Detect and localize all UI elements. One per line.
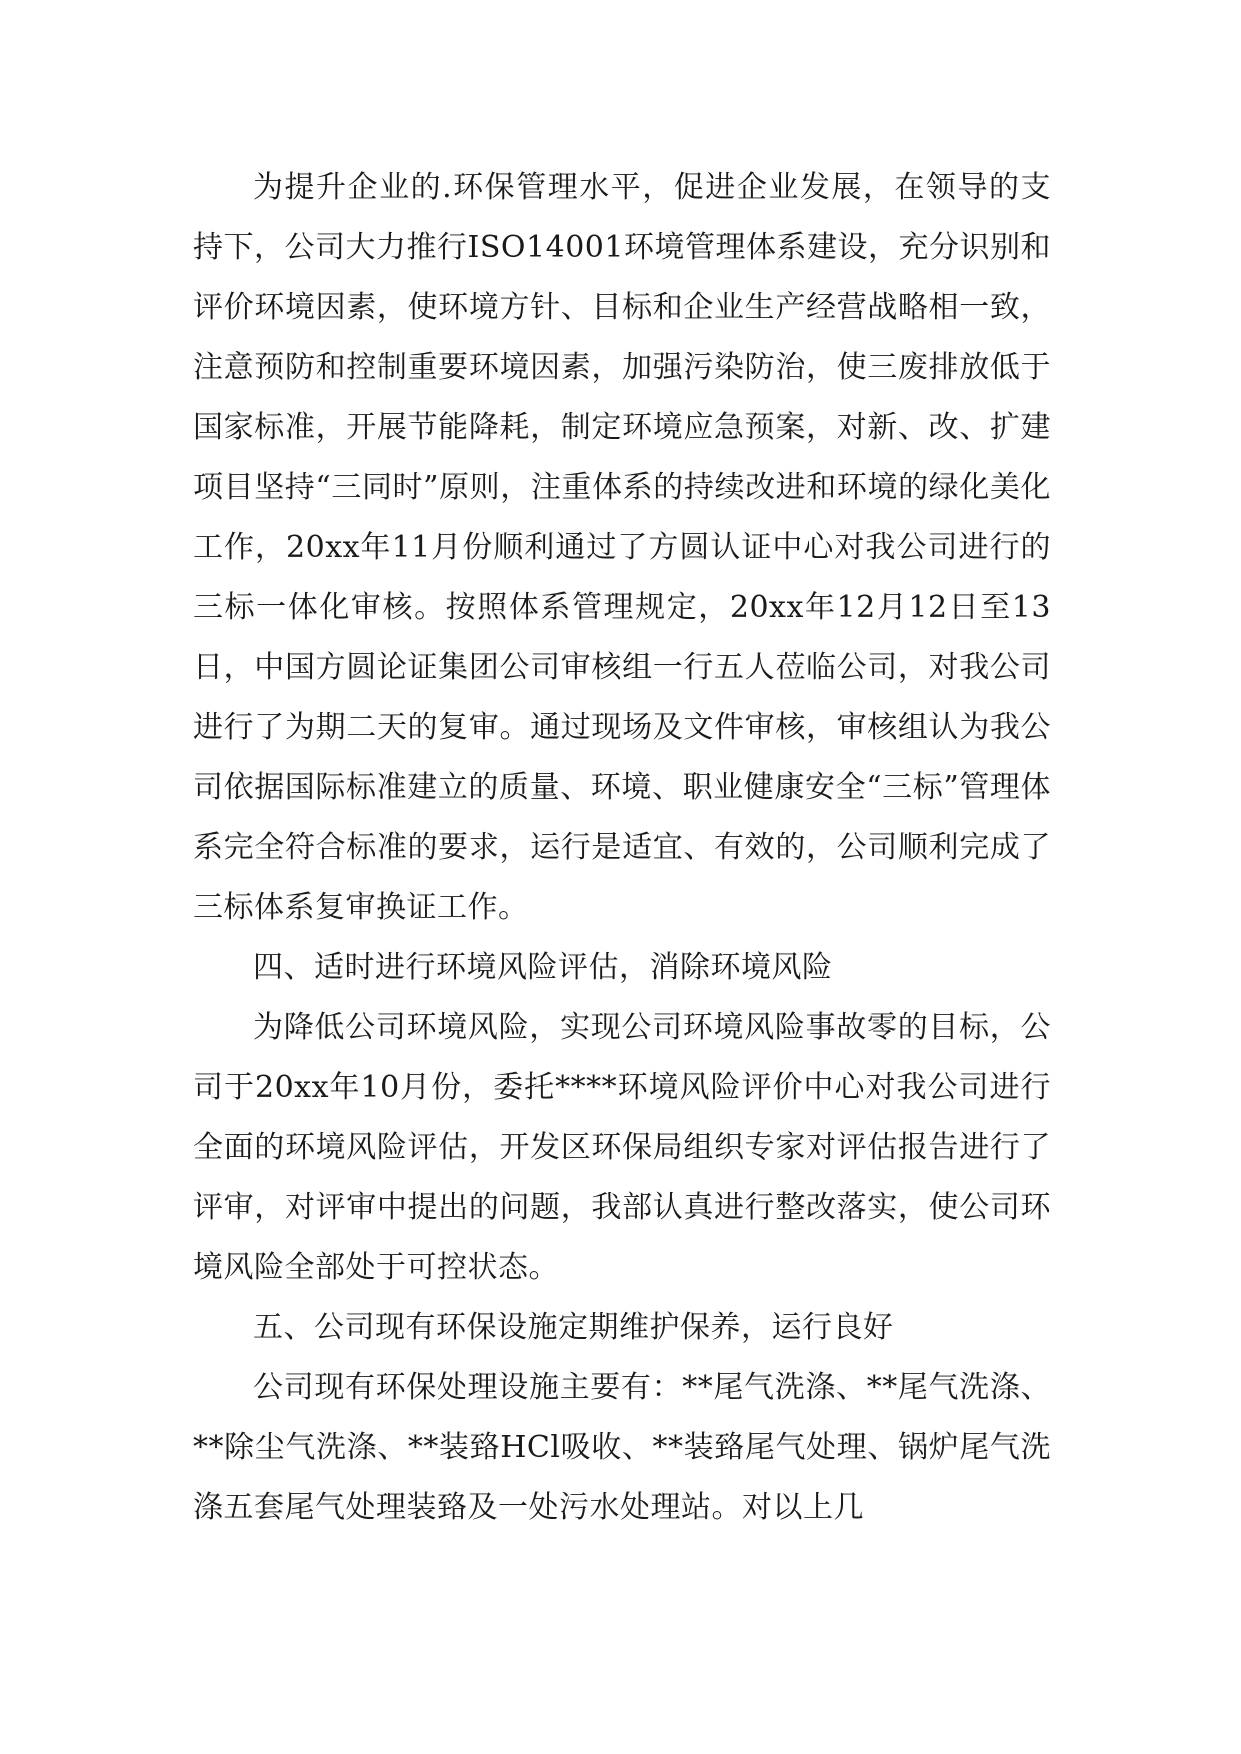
document-body — [193, 158, 1051, 1538]
paragraph-facilities: 公司现有环保处理设施主要有：**尾气洗涤、**尾气洗涤、**除尘气洗涤、**装臵HCl吸收、**装臵尾气处理、锅炉尾气洗涤五套尾气处理装臵及一处污水处理站。对以上几 — [193, 1370, 1051, 1525]
section-heading-facilities: 五、公司现有环保设施定期维护保养，运行良好 — [253, 1310, 894, 1345]
paragraph-risk-assessment: 为降低公司环境风险，实现公司环境风险事故零的目标，公司于20xx年10月份，委托****环境风险评价中心对我公司进行全面的环境风险评估，开发区环保局组织专家对评估报告进行了评审，对评审中提出的问题，我部认真进行整改落实，使公司环境风险全部处于可控状态。 — [193, 1010, 1051, 1285]
paragraph-iso14001: 为提升企业的.环保管理水平，促进企业发展，在领导的支持下，公司大力推行ISO14001环境管理体系建设，充分识别和评价环境因素，使环境方针、目标和企业生产经营战略相一致，注意预防和控制重要环境因素，加强污染防治，使三废排放低于国家标准，开展节能降耗，制定环境应急预案，对新、改、扩建项目坚持“三同时”原则，注重体系的持续改进和环境的绿化美化工作，20xx年11月份顺利通过了方圆认证中心对我公司进行的三标一体化审核。按照体系管理规定，20xx年12月12日至13日，中国方圆论证集团公司审核组一行五人莅临公司，对我公司进行了为期二天的复审。通过现场及文件审核，审核组认为我公司依据国际标准建立的质量、环境、职业健康安全“三标”管理体系完全符合标准的要求，运行是适宜、有效的，公司顺利完成了三标体系复审换证工作。 — [193, 170, 1051, 925]
section-heading-risk-assessment: 四、适时进行环境风险评估，消除环境风险 — [253, 950, 833, 985]
